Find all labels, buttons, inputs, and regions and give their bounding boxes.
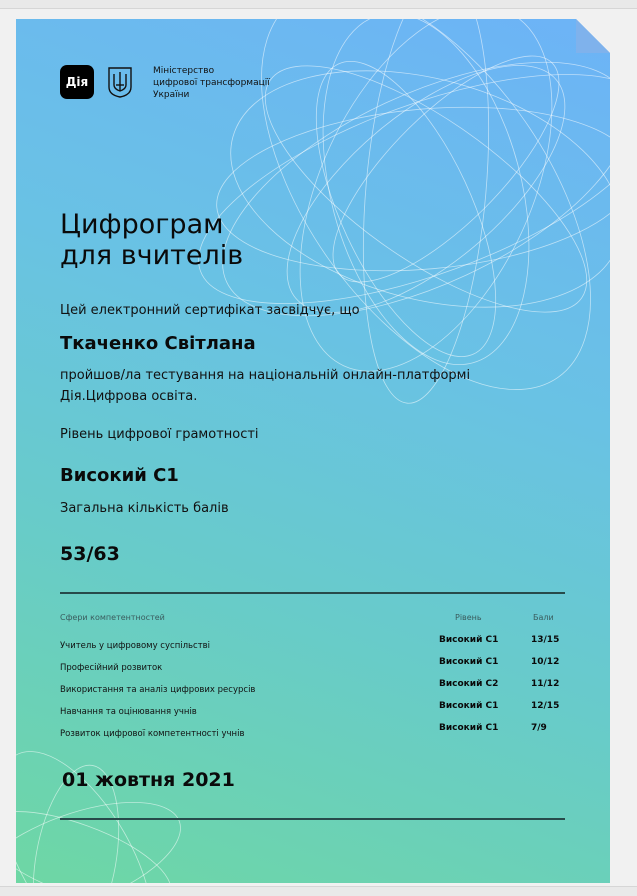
divider-top — [60, 592, 565, 594]
table-row — [16, 677, 610, 699]
level-value: Високий С1 — [60, 465, 179, 486]
diia-logo: Дія — [60, 65, 94, 99]
row-level: Високий С1 — [439, 701, 499, 711]
row-score: 7/9 — [531, 723, 547, 733]
table-row — [16, 655, 610, 677]
row-score: 10/12 — [531, 657, 560, 667]
issue-date: 01 жовтня 2021 — [62, 769, 235, 791]
table-header-score: Бали — [533, 613, 554, 622]
row-sphere: Використання та аналіз цифрових ресурсів — [60, 685, 256, 695]
total-score: 53/63 — [60, 543, 120, 565]
row-sphere: Учитель у цифровому суспільстві — [60, 641, 211, 651]
attestation-text: Цей електронний сертифікат засвідчує, що — [60, 303, 360, 318]
table-header-sphere: Сфери компетентностей — [60, 613, 165, 622]
table-row — [16, 699, 610, 721]
score-label: Загальна кількість балів — [60, 501, 229, 516]
table-row — [16, 721, 610, 743]
level-label: Рівень цифрової грамотності — [60, 427, 259, 442]
row-score: 11/12 — [531, 679, 560, 689]
row-level: Високий С1 — [439, 723, 499, 733]
trident-emblem-icon — [105, 65, 135, 99]
decorative-wave-pattern — [16, 19, 610, 883]
row-level: Високий С1 — [439, 657, 499, 667]
table-header-level: Рівень — [455, 613, 482, 622]
row-level: Високий С2 — [439, 679, 499, 689]
table-row — [16, 633, 610, 655]
viewer-top-bar — [0, 0, 637, 9]
row-level: Високий С1 — [439, 635, 499, 645]
row-score: 12/15 — [531, 701, 560, 711]
row-sphere: Навчання та оцінювання учнів — [60, 707, 197, 717]
passed-text: пройшов/ла тестування на національній онлайн-платформі Дія.Цифрова освіта. — [60, 368, 471, 404]
page-corner-fold — [576, 19, 610, 53]
divider-bottom — [60, 818, 565, 820]
row-sphere: Розвиток цифрової компетентності учнів — [60, 729, 245, 739]
row-sphere: Професійний розвиток — [60, 663, 163, 673]
row-score: 13/15 — [531, 635, 560, 645]
certificate-page — [16, 19, 610, 883]
recipient-name: Ткаченко Світлана — [60, 333, 256, 354]
ministry-name: Міністерство цифрової трансформації України — [153, 66, 270, 100]
certificate-title: Цифрограм для вчителів — [60, 209, 244, 271]
